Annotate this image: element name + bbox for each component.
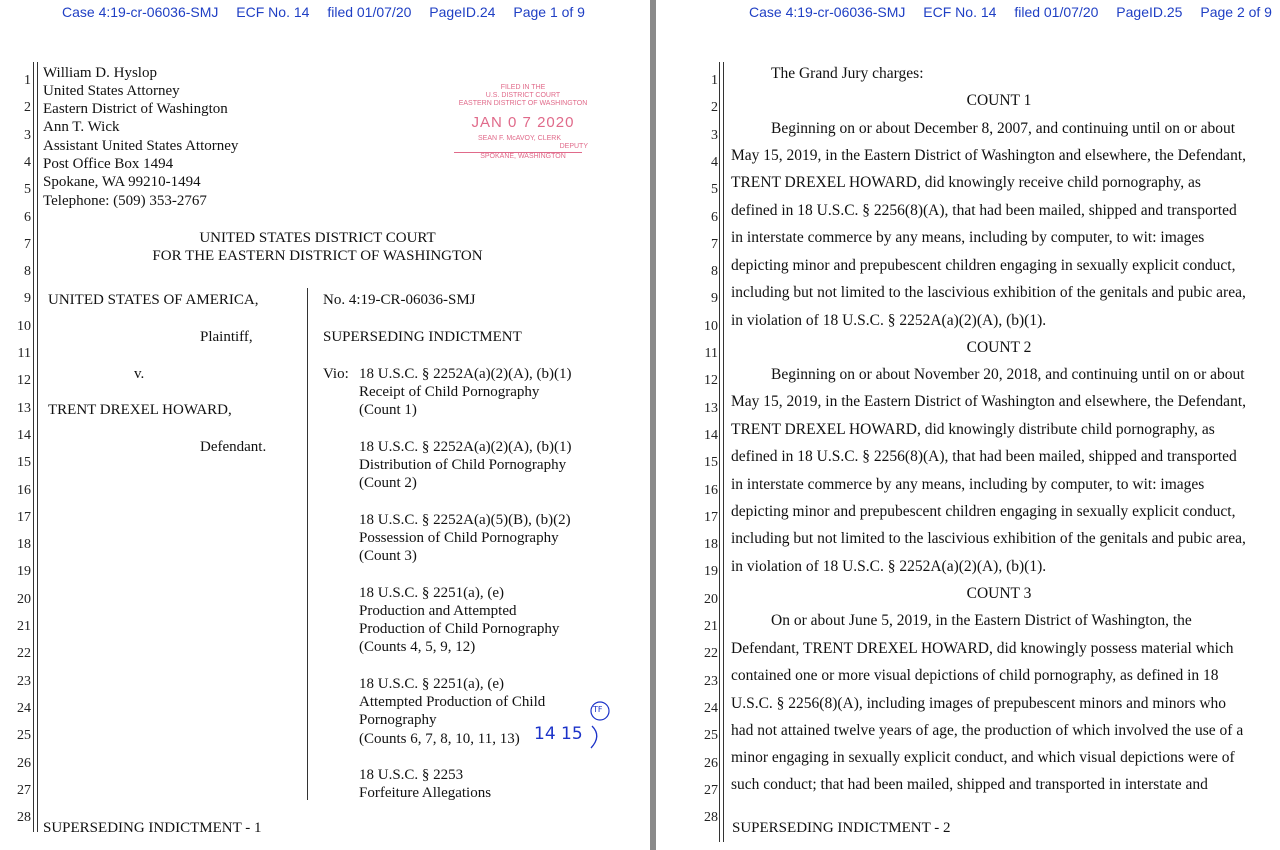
line-number: 12 [17,373,31,389]
line-number: 17 [17,509,31,525]
stamp-line: U.S. DISTRICT COURT [485,92,561,99]
court-title: UNITED STATES DISTRICT COURT [199,230,436,246]
attorney-line: Spokane, WA 99210-1494 [43,174,201,190]
violation-line: (Count 1) [359,402,417,418]
line-number: 23 [704,673,718,689]
page-footer: SUPERSEDING INDICTMENT - 1 [43,820,262,836]
violation-line: Possession of Child Pornography [359,530,559,546]
line-number: 3 [24,127,31,143]
line-number: 24 [17,700,31,716]
vio-label: Vio: [323,366,349,382]
line-number: 15 [704,455,718,471]
line-number: 4 [24,154,31,170]
violation-line: Forfeiture Allegations [359,785,492,801]
line-number: 6 [24,209,31,225]
line-number: 12 [704,373,718,389]
violation-line: (Counts 4, 5, 9, 12) [359,639,476,655]
ecf-header [749,4,1280,20]
case-number-header: Case 4:19-cr-06036-SMJ [749,4,906,20]
violation-line: 18 U.S.C. § 2252A(a)(2)(A), (b)(1) [359,366,572,382]
line-number: 25 [704,728,718,744]
ecf-number: ECF No. 14 [236,4,310,20]
line-number: 28 [704,810,718,826]
case-number: No. 4:19-CR-06036-SMJ [323,292,476,308]
violation-line: Production and Attempted [359,603,517,619]
body-line: TRENT DREXEL HOWARD, did knowingly receive child pornography, as [731,174,1201,191]
attorney-line: Eastern District of Washington [43,101,228,117]
filed-date: filed 01/07/20 [327,4,412,20]
violation-line: (Counts 6, 7, 8, 10, 11, 13) [359,731,520,747]
body-line: including but not limited to the lascivious exhibition of the genitals and pubic area, [731,284,1246,301]
handwritten-counts: 14 15 [534,724,583,744]
line-number: 8 [24,264,31,280]
count-heading: COUNT 3 [966,585,1032,602]
filed-stamp [448,84,598,161]
page-footer: SUPERSEDING INDICTMENT - 2 [732,820,951,836]
attorney-line: United States Attorney [43,83,180,99]
line-number: 13 [704,400,718,416]
attorney-line: William D. Hyslop [43,65,157,81]
violation-line: 18 U.S.C. § 2251(a), (e) [359,585,504,601]
handwritten-initials: TF [593,705,603,714]
line-number: 19 [17,564,31,580]
body-line: depicting minor and prepubescent children engaging in sexually explicit conduct, [731,503,1236,520]
line-number: 22 [17,646,31,662]
body-line: in violation of 18 U.S.C. § 2252A(a)(2)(A), (b)(1). [731,558,1047,575]
document-page-2 [656,0,1280,850]
body-line: U.S.C. § 2256(8)(A), including images of prepubescent minors and minors who [731,695,1227,712]
line-number: 11 [17,346,31,361]
line-number: 16 [704,482,718,498]
body-line: had not attained twelve years of age, the production of which involved the use of a [731,722,1244,739]
body-line: The Grand Jury charges: [771,65,924,82]
line-number: 2 [711,100,718,116]
ecf-header [62,4,599,20]
violation-line: 18 U.S.C. § 2252A(a)(2)(A), (b)(1) [359,439,572,455]
body-line: Beginning on or about December 8, 2007, and continuing until on or about [771,120,1236,137]
line-number: 21 [17,619,31,634]
caption-divider [307,288,308,800]
line-number: 1 [24,73,31,88]
stamp-deputy: DEPUTY [559,143,588,150]
count-heading: COUNT 2 [966,339,1032,356]
stamp-clerk: SEAN F. McAVOY, CLERK [478,135,561,142]
margin-rule [37,62,38,832]
filed-date: filed 01/07/20 [1014,4,1099,20]
line-number: 11 [704,346,718,361]
line-number: 26 [17,755,31,771]
stamp-city: SPOKANE, WASHINGTON [480,153,566,160]
line-number: 17 [704,509,718,525]
line-number: 20 [704,591,718,607]
body-line: in interstate commerce by any means, including by computer, to wit: images [731,476,1205,493]
line-number: 19 [704,564,718,580]
stamp-line: FILED IN THE [500,84,546,91]
page-count: Page 1 of 9 [513,4,585,20]
line-number: 18 [704,537,718,553]
violation-line: 18 U.S.C. § 2253 [359,767,464,783]
line-number: 5 [711,182,718,198]
line-number: 28 [17,810,31,826]
body-line: in violation of 18 U.S.C. § 2252A(a)(2)(A), (b)(1). [731,312,1047,329]
plaintiff-label: Plaintiff, [200,329,253,345]
defendant-name: TRENT DREXEL HOWARD, [48,402,232,418]
body-line: Defendant, TRENT DREXEL HOWARD, did knowingly possess material which [731,640,1234,657]
line-number: 13 [17,400,31,416]
line-number: 8 [711,264,718,280]
versus: v. [134,366,145,382]
defendant-label: Defendant. [200,439,267,455]
body-line: TRENT DREXEL HOWARD, did knowingly distribute child pornography, as [731,421,1215,438]
line-number: 24 [704,700,718,716]
line-number: 10 [17,318,31,334]
page-id: PageID.25 [1116,4,1183,20]
body-line: defined in 18 U.S.C. § 2256(8)(A), that had been mailed, shipped and transported [731,448,1237,465]
line-number: 23 [17,673,31,689]
body-line: On or about June 5, 2019, in the Eastern District of Washington, the [771,612,1192,629]
violation-line: Attempted Production of Child [359,694,546,710]
line-number: 10 [704,318,718,334]
line-number: 7 [711,236,718,252]
body-line: defined in 18 U.S.C. § 2256(8)(A), that had been mailed, shipped and transported [731,202,1237,219]
body-line: including but not limited to the lascivious exhibition of the genitals and pubic area, [731,530,1246,547]
attorney-line: Post Office Box 1494 [43,156,174,172]
line-number: 21 [704,619,718,634]
line-number: 14 [17,427,31,443]
body-line: contained one or more visual depictions of child pornography, as defined in 18 [731,667,1219,684]
line-number: 25 [17,728,31,744]
body-line: such conduct; that had been mailed, shipped and transported in interstate and [731,776,1208,793]
body-line: minor engaging in sexually explicit conduct, and which visual depictions were of [731,749,1235,766]
stamp-date: JAN 0 7 2020 [471,114,575,131]
body-line: May 15, 2019, in the Eastern District of Washington and elsewhere, the Defendant, [731,147,1246,164]
page-id: PageID.24 [429,4,496,20]
line-number: 22 [704,646,718,662]
attorney-line: Ann T. Wick [43,119,120,135]
violation-line: (Count 2) [359,475,417,491]
document-title: SUPERSEDING INDICTMENT [323,329,522,345]
body-line: May 15, 2019, in the Eastern District of Washington and elsewhere, the Defendant, [731,393,1246,410]
body-line: Beginning on or about November 20, 2018, and continuing until on or about [771,366,1245,383]
line-number: 3 [711,127,718,143]
court-subtitle: FOR THE EASTERN DISTRICT OF WASHINGTON [152,248,483,264]
line-number: 20 [17,591,31,607]
line-number: 1 [711,73,718,88]
violation-line: Production of Child Pornography [359,621,560,637]
page-count: Page 2 of 9 [1200,4,1272,20]
margin-rule [719,62,720,842]
line-number: 9 [711,291,718,307]
violation-line: Receipt of Child Pornography [359,384,540,400]
violation-line: Pornography [359,712,437,728]
line-number: 7 [24,236,31,252]
attorney-line: Assistant United States Attorney [43,138,239,154]
violation-line: 18 U.S.C. § 2251(a), (e) [359,676,504,692]
line-number: 26 [704,755,718,771]
line-number: 14 [704,427,718,443]
count-heading: COUNT 1 [966,92,1032,109]
body-line: depicting minor and prepubescent children engaging in sexually explicit conduct, [731,257,1236,274]
line-number: 27 [704,782,718,798]
line-number: 2 [24,100,31,116]
line-number: 15 [17,455,31,471]
line-number: 18 [17,537,31,553]
line-number: 5 [24,182,31,198]
violation-line: 18 U.S.C. § 2252A(a)(5)(B), (b)(2) [359,512,571,528]
line-number: 4 [711,154,718,170]
margin-rule [723,62,724,842]
line-number: 6 [711,209,718,225]
violation-line: Distribution of Child Pornography [359,457,567,473]
ecf-number: ECF No. 14 [923,4,997,20]
violation-line: (Count 3) [359,548,417,564]
plaintiff-name: UNITED STATES OF AMERICA, [48,292,259,308]
body-line: in interstate commerce by any means, including by computer, to wit: images [731,229,1205,246]
line-number: 16 [17,482,31,498]
line-number: 9 [24,291,31,307]
margin-rule [33,62,34,832]
line-number: 27 [17,782,31,798]
stamp-line: EASTERN DISTRICT OF WASHINGTON [458,100,588,107]
attorney-line: Telephone: (509) 353-2767 [43,193,207,209]
case-number-header: Case 4:19-cr-06036-SMJ [62,4,219,20]
